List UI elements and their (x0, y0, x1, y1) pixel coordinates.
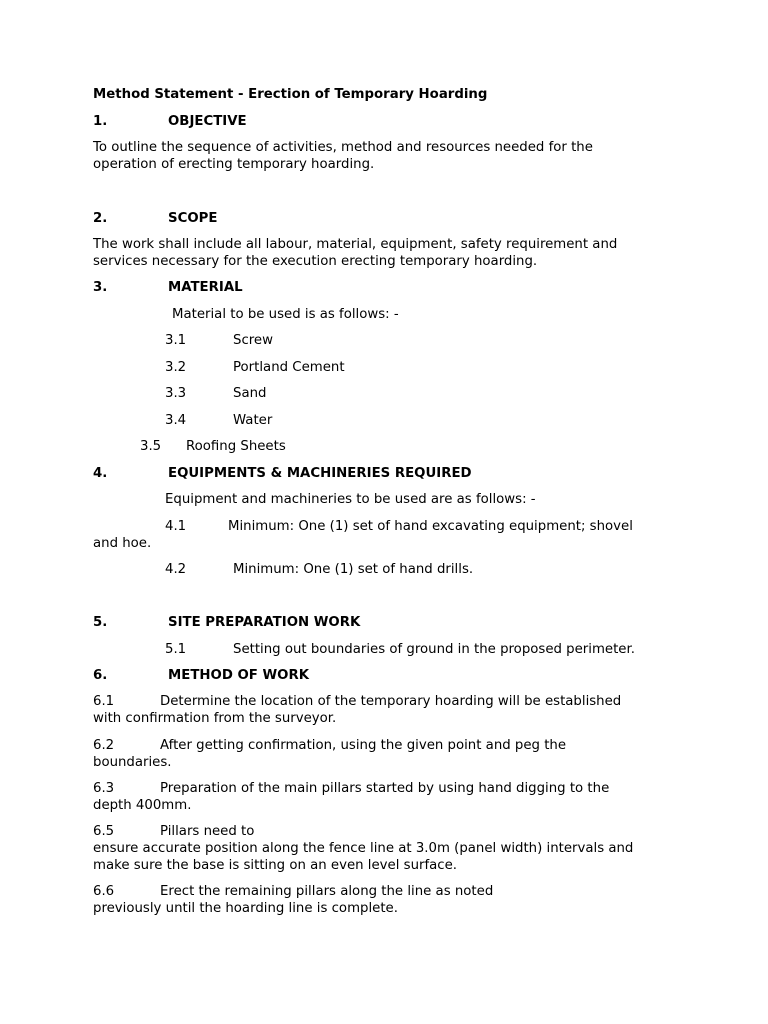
method-item-line-2: ensure accurate position along the fence line at 3.0m (panel width) intervals and (93, 841, 634, 856)
document-title: Method Statement - Erection of Temporary Hoarding (93, 87, 488, 102)
material-item-number: 3.3 (165, 386, 187, 401)
material-item-number: 3.1 (165, 333, 187, 348)
site-item: Setting out boundaries of ground in the proposed perimeter. (233, 642, 635, 657)
objective-text-line-2: operation of erecting temporary hoarding. (93, 157, 375, 172)
scope-text-line-1: The work shall include all labour, material, equipment, safety requirement and (93, 237, 618, 252)
method-item-line-2: with confirmation from the surveyor. (93, 711, 337, 726)
material-item-number: 3.4 (165, 413, 187, 428)
method-item-number: 6.1 (93, 694, 115, 709)
material-item: Screw (233, 333, 273, 348)
method-item-line-2: depth 400mm. (93, 798, 192, 813)
equipment-intro: Equipment and machineries to be used are as follows: - (165, 492, 536, 507)
material-intro: Material to be used is as follows: - (172, 307, 399, 322)
section-5-heading: SITE PREPARATION WORK (168, 615, 361, 630)
section-1-heading: OBJECTIVE (168, 114, 247, 129)
material-item-number: 3.5 (140, 439, 162, 454)
section-2-number: 2. (93, 211, 108, 226)
section-1-number: 1. (93, 114, 108, 129)
site-item-number: 5.1 (165, 642, 187, 657)
method-item-line-2: boundaries. (93, 755, 172, 770)
section-4-heading: EQUIPMENTS & MACHINERIES REQUIRED (168, 466, 472, 481)
section-3-number: 3. (93, 280, 108, 295)
section-6-heading: METHOD OF WORK (168, 668, 310, 683)
method-item-line-3: make sure the base is sitting on an even level surface. (93, 858, 458, 873)
method-item-line-1: Determine the location of the temporary hoarding will be established (160, 694, 622, 709)
equipment-item: Minimum: One (1) set of hand drills. (233, 562, 474, 577)
material-item: Portland Cement (233, 360, 345, 375)
method-item-number: 6.6 (93, 884, 115, 899)
method-item-number: 6.5 (93, 824, 115, 839)
scope-text-line-2: services necessary for the execution erecting temporary hoarding. (93, 254, 538, 269)
objective-text-line-1: To outline the sequence of activities, method and resources needed for the (93, 140, 593, 155)
equipment-item-line-2: and hoe. (93, 536, 152, 551)
section-6-number: 6. (93, 668, 108, 683)
method-item-number: 6.3 (93, 781, 115, 796)
method-item-line-1: Erect the remaining pillars along the line as noted (160, 884, 494, 899)
method-item-line-1: Preparation of the main pillars started by using hand digging to the (160, 781, 610, 796)
material-item-number: 3.2 (165, 360, 187, 375)
section-3-heading: MATERIAL (168, 280, 243, 295)
section-5-number: 5. (93, 615, 108, 630)
equipment-item-number: 4.2 (165, 562, 187, 577)
method-item-number: 6.2 (93, 738, 115, 753)
equipment-item-line-1: Minimum: One (1) set of hand excavating equipment; shovel (228, 519, 633, 534)
material-item: Roofing Sheets (186, 439, 286, 454)
section-4-number: 4. (93, 466, 108, 481)
method-item-line-1: Pillars need to (160, 824, 255, 839)
method-item-line-2: previously until the hoarding line is complete. (93, 901, 398, 916)
equipment-item-number: 4.1 (165, 519, 187, 534)
section-2-heading: SCOPE (168, 211, 218, 226)
material-item: Water (233, 413, 273, 428)
material-item: Sand (233, 386, 267, 401)
method-item-line-1: After getting confirmation, using the given point and peg the (160, 738, 567, 753)
